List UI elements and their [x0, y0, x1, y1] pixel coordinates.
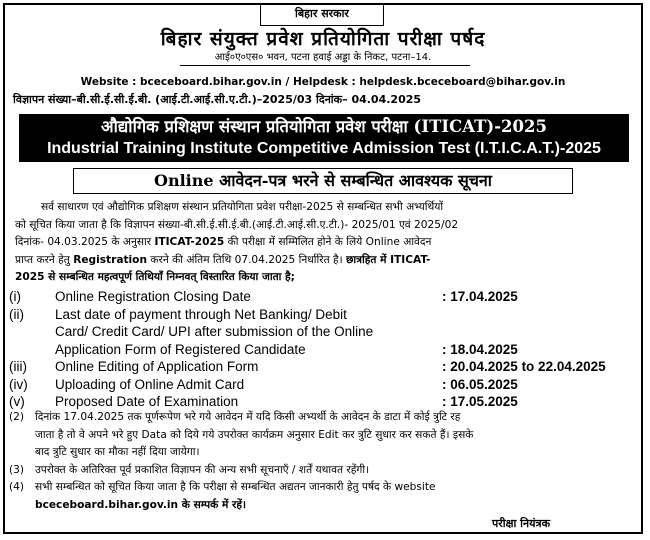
board-name: बिहार संयुक्त प्रवेश प्रतियोगिता परीक्षा पर्षद [160, 28, 486, 50]
intro-line: को सूचित किया जाता है कि विज्ञापन संख्या-बी.सी.ई.सी.ई.बी.(आई.टी.आई.सी.ए.टी.)- 2025/01 एवं 2025/02 [15, 218, 459, 231]
exam-title-hindi: औद्योगिक प्रशिक्षण संस्थान प्रतियोगिता प्रवेश परीक्षा (ITICAT)-2025 [101, 117, 547, 136]
intro-paragraph [15, 199, 635, 287]
schedule-item-cont: Card/ Credit Card/ UPI after submission of the Online [55, 324, 374, 339]
schedule-list [9, 288, 639, 411]
note-item: (3) उपरोक्त के अतिरिक्त पूर्व प्रकाशित विज्ञापन की अन्य सभी सूचनाएँ / शर्तें यथावत रहेंगी। [9, 463, 370, 476]
note-item: (2) दिनांक 17.04.2025 तक पूर्णरूपेण भरे गये आवेदन में यदि किसी अभ्यर्थी के आवेदन के डाटा में कोई त्रुटि रह जाता है तो वे अपने भरे हुए Data को दिये गये उपरोक्त कार्यक्रम अनुसार Edit कर त्रुटि सुधार कर सकते हैं। इसके बाद त्रुटि सुधार का मौका नहीं दिया जायेगा। [9, 411, 474, 458]
intro-line: प्राप्त करने हेतु Registration करने की अंतिम तिथि 07.04.2025 निर्धारित है। छात्रहित में ITICAT- [15, 253, 431, 266]
notice-title: Online आवेदन-पत्र भरने से सम्बन्धित आवश्यक सूचना [73, 168, 573, 194]
schedule-item: (iii) Online Editing of Application Form : 20.04.2025 to 22.04.2025 [9, 359, 606, 374]
address-underline [180, 65, 470, 66]
intro-line: दिनांक- 04.03.2025 के अनुसार ITICAT-2025 की परीक्षा में सम्मिलित होने के लिये Online आवेदन [15, 236, 432, 248]
schedule-item: (ii) Last date of payment through Net Banking/ Debit [9, 306, 347, 322]
schedule-item: (v) Proposed Date of Examination : 17.05.2025 [9, 394, 518, 409]
signature-controller: परीक्षा नियंत्रक [492, 517, 551, 530]
schedule-date: : 20.04.2025 to 22.04.2025 [442, 359, 606, 374]
exam-title-banner [19, 114, 629, 162]
advertisement-number: विज्ञापन संख्या–बी.सी.ई.सी.ई.बी. (आई.टी.आई.सी.ए.टी.)–2025/03 दिनांक– 04.04.2025 [13, 93, 422, 106]
schedule-date: : 06.05.2025 [442, 376, 518, 392]
intro-line: 2025 से सम्बन्धित महत्वपूर्ण तिथियाँ निम्नवत् विस्तारित किया जाता है; [15, 271, 295, 283]
schedule-date: : 17.04.2025 [442, 289, 518, 304]
notice-page [3, 3, 643, 534]
schedule-date: : 17.05.2025 [442, 394, 518, 409]
schedule-date: : 18.04.2025 [442, 341, 518, 357]
exam-title-english: Industrial Training Institute Competitive Admission Test (I.T.I.C.A.T.)-2025 [47, 140, 601, 157]
notes-list [9, 409, 639, 514]
government-header: बिहार सरकार [260, 4, 384, 26]
intro-line: सर्व साधारण एवं औद्योगिक प्रशिक्षण संस्थान प्रतियोगिता प्रवेश परीक्षा-2025 से सम्बन्धित सभी अभ्यर्थियों [41, 201, 444, 213]
schedule-item: (i) Online Registration Closing Date : 17.04.2025 [9, 289, 518, 304]
board-address: आई०ए०एस० भवन, पटना हवाई अड्डा के निकट, पटना–14. [214, 52, 432, 63]
website-helpdesk-line: Website : bceceboard.bihar.gov.in / Helpdesk : helpdesk.bceceboard@bihar.gov.in [80, 76, 566, 88]
schedule-item: (iv) Uploading of Online Admit Card : 06.05.2025 [9, 376, 518, 392]
note-item: (4) सभी सम्बन्धित को सूचित किया जाता है कि परीक्षा से सम्बन्धित अद्यतन जानकारी हेतु पर्षद के website bceceboard.bihar.gov.in के सम्पर्क में रहें। [9, 481, 436, 511]
schedule-item-cont: Application Form of Registered Candidate : 18.04.2025 [55, 341, 518, 357]
